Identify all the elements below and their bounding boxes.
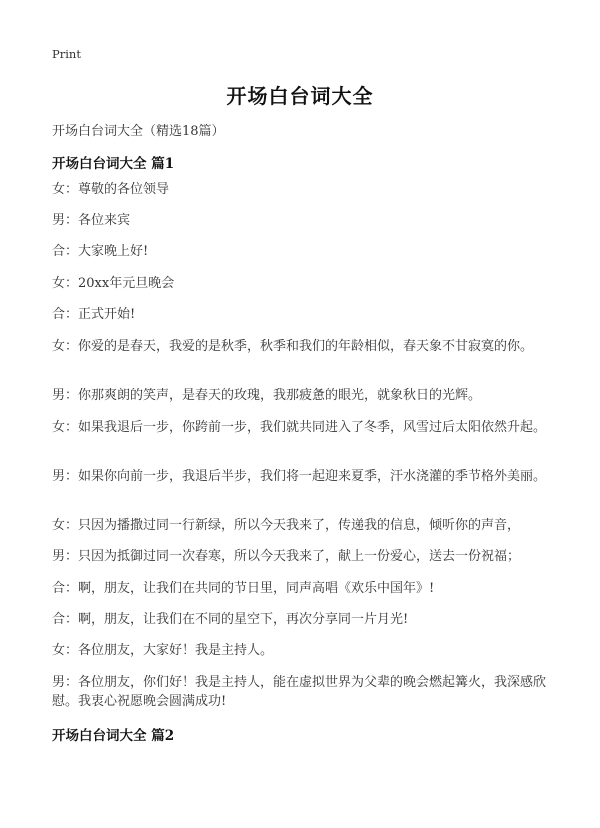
- paragraph: 男：如果你向前一步，我退后半步，我们将一起迎来夏季，汗水浇灌的季节格外美丽。: [52, 469, 547, 484]
- paragraph: 合：啊，朋友，让我们在不同的星空下，再次分享同一片月光!: [52, 612, 409, 627]
- paragraph: 男：各位来宾: [52, 213, 131, 228]
- paragraph: 女：各位朋友，大家好！我是主持人。: [52, 643, 274, 658]
- paragraph: 合：啊，朋友，让我们在共同的节日里，同声高唱《欢乐中国年》!: [52, 581, 435, 596]
- paragraph: 男：各位朋友，你们好！我是主持人，能在虚拟世界为父辈的晚会燃起篝火，我深感欣慰。我衷心祝愿晚会圆满成功!: [52, 675, 547, 709]
- paragraph: 女：你爱的是春天，我爱的是秋季，秋季和我们的年龄相似，春天象不甘寂寞的你。: [52, 339, 534, 354]
- paragraph: 男：只因为抵御过同一次春寒，所以今天我来了，献上一份爱心，送去一份祝福；: [52, 549, 521, 564]
- paragraph: 男：你那爽朗的笑声，是春天的玫瑰，我那疲惫的眼光，就象秋日的光辉。: [52, 388, 482, 403]
- section-heading-2: 开场白台词大全 篇2: [52, 728, 175, 744]
- section-heading-1: 开场白台词大全 篇1: [52, 156, 175, 172]
- paragraph: 女：只因为播撒过同一行新绿，所以今天我来了，传递我的信息，倾听你的声音，: [52, 518, 521, 533]
- paragraph: 女：如果我退后一步，你跨前一步，我们就共同进入了冬季，风雪过后太阳依然升起。: [52, 420, 547, 435]
- document-subtitle: 开场白台词大全（精选18篇）: [52, 124, 225, 139]
- paragraph: 合：正式开始!: [52, 307, 136, 322]
- paragraph: 女：尊敬的各位领导: [52, 182, 170, 197]
- paragraph: 女：20xx年元旦晚会: [52, 276, 175, 291]
- paragraph: 合：大家晚上好!: [52, 244, 149, 259]
- print-link[interactable]: Print: [52, 47, 81, 61]
- page-title: 开场白台词大全: [226, 84, 374, 108]
